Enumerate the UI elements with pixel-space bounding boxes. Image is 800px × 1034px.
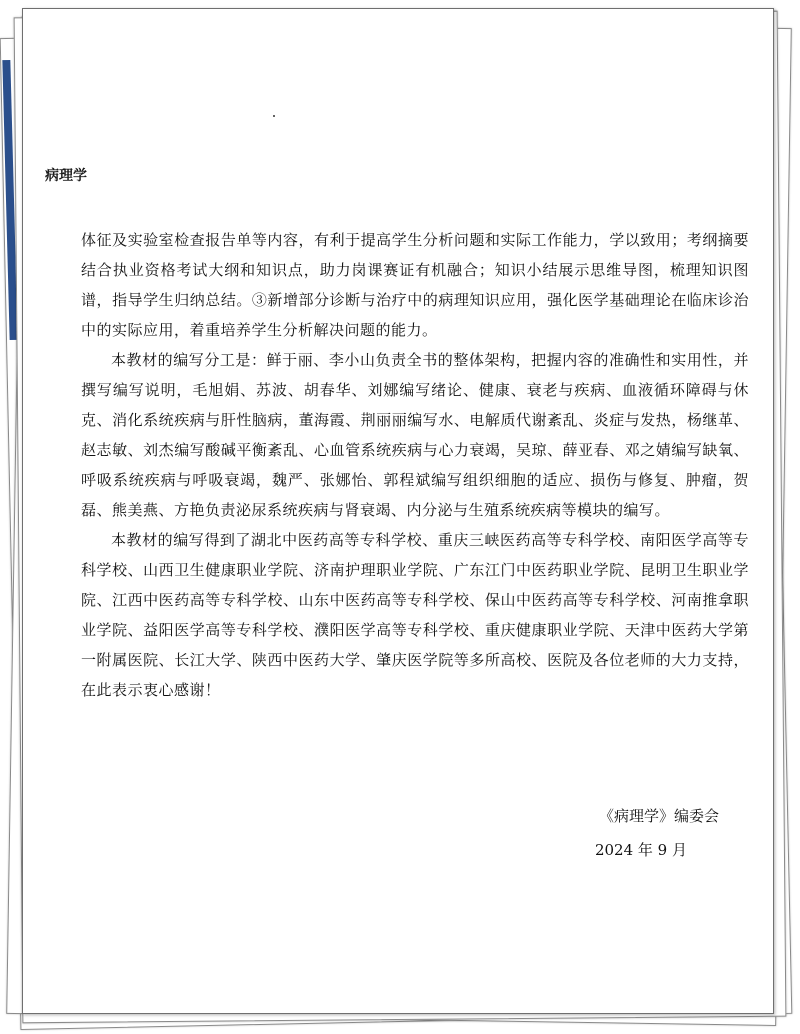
body-text <box>81 225 749 705</box>
paragraph-1: 体征及实验室检查报告单等内容，有利于提高学生分析问题和实际工作能力，学以致用；考纲摘要结合执业资格考试大纲和知识点，助力岗课赛证有机融合；知识小结展示思维导图，梳理知识图谱，指导学生归纳总结。③新增部分诊断与治疗中的病理知识应用，强化医学基础理论在临床诊治中的实际应用，着重培养学生分析解决问题的能力。 <box>81 231 749 339</box>
date: 2024 年 9 月 <box>594 841 687 859</box>
signature: 《病理学》编委会 <box>598 807 719 825</box>
document-page <box>22 8 774 1014</box>
paragraph-3: 本教材的编写得到了湖北中医药高等专科学校、重庆三峡医药高等专科学校、南阳医学高等专科学校、山西卫生健康职业学院、济南护理职业学院、广东江门中医药职业学院、昆明卫生职业学院、江西中医药高等专科学校、山东中医药高等专科学校、保山中医药高等专科学校、河南推拿职业学院、益阳医学高等专科学校、濮阳医学高等专科学校、重庆健康职业学院、天津中医药大学第一附属医院、长江大学、陕西中医药大学、肇庆医学院等多所高校、医院及各位老师的大力支持，在此表示衷心感谢！ <box>81 531 749 699</box>
print-speck <box>273 115 275 117</box>
running-head: 病理学 <box>45 168 87 184</box>
paragraph-2: 本教材的编写分工是：鲜于丽、李小山负责全书的整体架构，把握内容的准确性和实用性，并撰写编写说明，毛旭娟、苏波、胡春华、刘娜编写绪论、健康、衰老与疾病、血液循环障碍与休克、消化系统疾病与肝性脑病，董海霞、荆丽丽编写水、电解质代谢紊乱、炎症与发热，杨继革、赵志敏、刘杰编写酸碱平衡紊乱、心血管系统疾病与心力衰竭，吴琼、薛亚春、邓之婧编写缺氧、呼吸系统疾病与呼吸衰竭，魏严、张娜怡、郭程斌编写组织细胞的适应、损伤与修复、肿瘤，贺磊、熊美燕、方艳负责泌尿系统疾病与肾衰竭、内分泌与生殖系统疾病等模块的编写。 <box>81 351 749 519</box>
